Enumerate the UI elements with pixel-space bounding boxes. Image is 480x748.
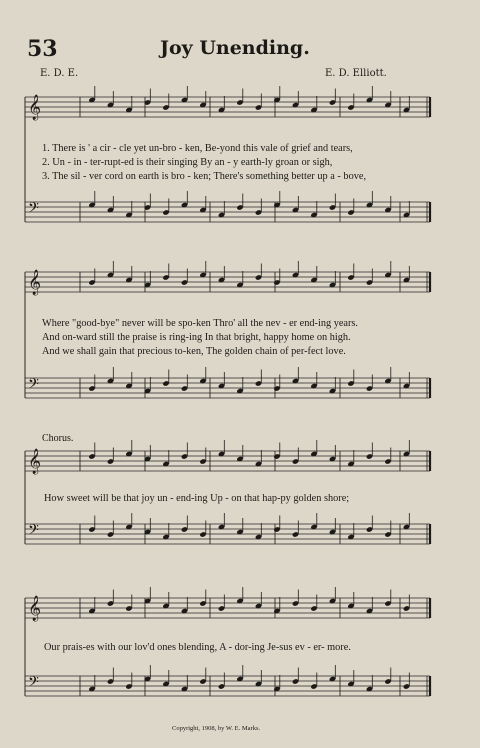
hymn-title: Joy Unending.	[160, 37, 310, 59]
bass-clef: 𝄢	[28, 376, 39, 396]
chorus-line-2: Our prais-es with our lov'd ones blending, A - dor-ing Je-sus ev - er- more.	[44, 642, 351, 653]
treble-clef: 𝄞	[28, 596, 42, 621]
bass-clef: 𝄢	[28, 674, 39, 694]
bass-clef: 𝄢	[28, 522, 39, 542]
verse-2-line-2: And on-ward still the praise is ring-ing In that bright, happy home on high.	[42, 332, 351, 343]
verse-1-line-2: Where "good-bye" never will be spo-ken Thro' all the nev - er end-ing years.	[42, 318, 359, 329]
bass-clef: 𝄢	[28, 200, 39, 220]
verse-1-line-1: 1. There is ' a cir - cle yet un-bro - ken, Be-yond this vale of grief and tears,	[42, 143, 353, 154]
treble-clef: 𝄞	[28, 270, 42, 295]
verse-2-line-1: 2. Un - in - ter-rupt-ed is their singing By an - y earth-ly groan or sigh,	[42, 157, 333, 168]
page-number: 53	[27, 36, 58, 62]
music-credit: E. D. Elliott.	[325, 68, 387, 79]
words-credit: E. D. E.	[40, 68, 79, 79]
verse-3-line-2: And we shall gain that precious to-ken, The golden chain of per-fect love.	[42, 346, 346, 357]
chorus-label: Chorus.	[42, 433, 74, 444]
copyright-notice: Copyright, 1908, by W. E. Marks.	[172, 725, 261, 732]
treble-clef: 𝄞	[28, 449, 42, 474]
verse-3-line-1: 3. The sil - ver cord on earth is bro - ken; There's something better up a - bove,	[42, 171, 367, 182]
treble-clef: 𝄞	[28, 95, 42, 120]
chorus-line-1: How sweet will be that joy un - end-ing Up - on that hap-py golden shore;	[44, 493, 350, 504]
